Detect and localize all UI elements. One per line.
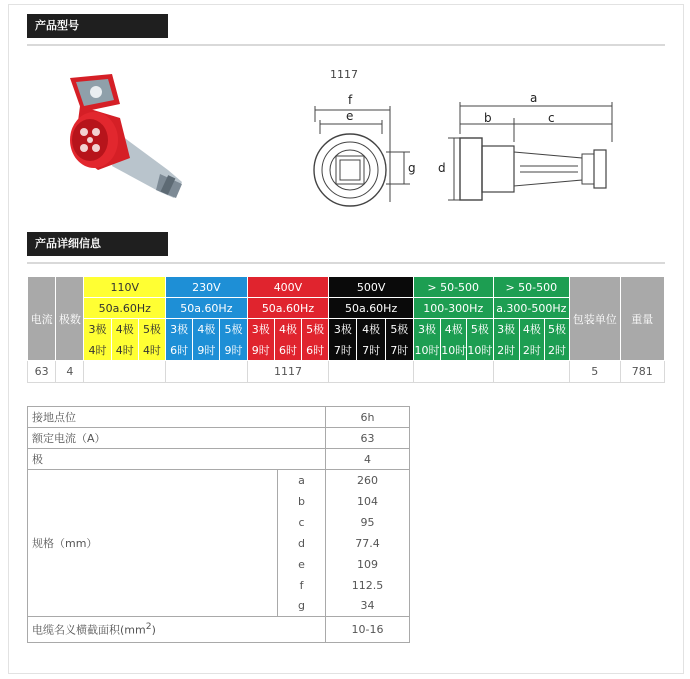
pole-cell bbox=[274, 319, 301, 361]
pole-position: 10时 bbox=[441, 343, 467, 357]
dim-key: c bbox=[278, 512, 326, 533]
dim-value: 95 bbox=[326, 512, 410, 533]
dim-value: 112.5 bbox=[326, 575, 410, 596]
pole-position: 9时 bbox=[197, 343, 216, 357]
dim-value: 260 bbox=[326, 470, 410, 491]
pole-position: 6时 bbox=[306, 343, 325, 357]
pole-position: 7时 bbox=[390, 343, 409, 357]
pole-count: 3极 bbox=[170, 322, 189, 336]
dim-value: 34 bbox=[326, 596, 410, 617]
dim-value: 109 bbox=[326, 554, 410, 575]
row-pack: 5 bbox=[570, 361, 620, 383]
pole-cell bbox=[84, 319, 111, 361]
pole-position: 4时 bbox=[142, 343, 161, 357]
row-weight: 781 bbox=[620, 361, 665, 383]
dim-label-g: g bbox=[408, 161, 416, 175]
header-poles: 极数 bbox=[56, 277, 84, 361]
row-50-500-b bbox=[493, 361, 570, 383]
pole-cell bbox=[467, 319, 493, 361]
dim-label-c: c bbox=[548, 111, 555, 125]
section-header-details bbox=[27, 232, 168, 256]
pole-cell bbox=[247, 319, 274, 361]
dim-label-b: b bbox=[484, 111, 492, 125]
pole-cell bbox=[357, 319, 385, 361]
group-frequency: 50a.60Hz bbox=[247, 298, 329, 319]
cable-label-text: 电缆名义横截面积(mm bbox=[32, 623, 146, 637]
pole-cell bbox=[138, 319, 165, 361]
row-400v-model: 1117 bbox=[247, 361, 329, 383]
pole-position: 2时 bbox=[522, 343, 541, 357]
pole-count: 4极 bbox=[278, 322, 297, 336]
section-title: 产品详细信息 bbox=[35, 237, 101, 250]
pole-label: 极 bbox=[28, 449, 326, 470]
detail-table bbox=[27, 406, 410, 643]
divider bbox=[27, 262, 665, 264]
group-frequency: a.300-500Hz bbox=[493, 298, 570, 319]
pole-count: 4极 bbox=[197, 322, 216, 336]
header-weight: 重量 bbox=[620, 277, 665, 361]
header-pack-unit: 包装单位 bbox=[570, 277, 620, 361]
dimension-diagram bbox=[300, 62, 620, 212]
pole-count: 3极 bbox=[333, 322, 352, 336]
pole-count: 4极 bbox=[444, 322, 463, 336]
row-500v bbox=[329, 361, 414, 383]
product-image bbox=[60, 66, 190, 202]
pole-count: 3极 bbox=[497, 322, 516, 336]
pole-cell bbox=[519, 319, 544, 361]
dim-label-e: e bbox=[346, 109, 354, 123]
pole-count: 3极 bbox=[418, 322, 437, 336]
pole-cell bbox=[441, 319, 467, 361]
pole-position: 10时 bbox=[414, 343, 440, 357]
pole-cell bbox=[385, 319, 413, 361]
dim-key: d bbox=[278, 533, 326, 554]
pole-count: 3极 bbox=[251, 322, 270, 336]
pole-cell bbox=[193, 319, 220, 361]
ground-label: 接地点位 bbox=[28, 407, 326, 428]
section-title: 产品型号 bbox=[35, 19, 79, 32]
pole-position: 4时 bbox=[115, 343, 134, 357]
pole-count: 4极 bbox=[522, 322, 541, 336]
dim-label-a: a bbox=[530, 91, 538, 105]
dim-key: a bbox=[278, 470, 326, 491]
group-frequency: 50a.60Hz bbox=[166, 298, 248, 319]
pole-count: 4极 bbox=[362, 322, 381, 336]
pole-count: 4极 bbox=[115, 322, 134, 336]
rated-current-value: 63 bbox=[326, 428, 410, 449]
cable-section-value: 10-16 bbox=[326, 617, 410, 643]
pole-position: 7时 bbox=[333, 343, 352, 357]
row-current: 63 bbox=[28, 361, 56, 383]
model-number: 1117 bbox=[330, 68, 358, 81]
pole-count: 5极 bbox=[390, 322, 409, 336]
pole-count: 3极 bbox=[88, 322, 107, 336]
row-poles: 4 bbox=[56, 361, 84, 383]
pole-position: 7时 bbox=[362, 343, 381, 357]
spec-table bbox=[27, 276, 665, 383]
pole-position: 9时 bbox=[251, 343, 270, 357]
group-frequency: 50a.60Hz bbox=[329, 298, 414, 319]
pole-position: 6时 bbox=[170, 343, 189, 357]
pole-cell bbox=[413, 319, 440, 361]
pole-cell bbox=[111, 319, 138, 361]
group-voltage: 230V bbox=[166, 277, 248, 298]
pole-position: 2时 bbox=[548, 343, 567, 357]
dim-key: b bbox=[278, 491, 326, 512]
dim-value: 104 bbox=[326, 491, 410, 512]
row-110v bbox=[84, 361, 166, 383]
cable-label-end: ) bbox=[151, 623, 156, 637]
dim-value: 77.4 bbox=[326, 533, 410, 554]
pole-position: 6时 bbox=[278, 343, 297, 357]
pole-cell bbox=[220, 319, 247, 361]
group-voltage: 500V bbox=[329, 277, 414, 298]
pole-cell bbox=[302, 319, 329, 361]
dims-label: 规格（mm） bbox=[28, 470, 278, 617]
row-50-500-a bbox=[413, 361, 493, 383]
group-frequency: 100-300Hz bbox=[413, 298, 493, 319]
dim-key: f bbox=[278, 575, 326, 596]
dim-label-f: f bbox=[348, 93, 353, 107]
pole-cell bbox=[544, 319, 569, 361]
cable-label-sup: 2 bbox=[145, 621, 152, 633]
cable-section-label bbox=[28, 617, 326, 643]
group-voltage: > 50-500 bbox=[413, 277, 493, 298]
group-voltage: > 50-500 bbox=[493, 277, 570, 298]
pole-position: 4时 bbox=[88, 343, 107, 357]
pole-count: 5极 bbox=[470, 322, 489, 336]
pole-cell bbox=[166, 319, 193, 361]
pole-count: 5极 bbox=[224, 322, 243, 336]
pole-cell bbox=[493, 319, 519, 361]
pole-position: 9时 bbox=[224, 343, 243, 357]
group-voltage: 110V bbox=[84, 277, 166, 298]
pole-position: 10时 bbox=[467, 343, 493, 357]
group-voltage: 400V bbox=[247, 277, 329, 298]
pole-count: 5极 bbox=[142, 322, 161, 336]
section-header-model bbox=[27, 14, 168, 38]
dim-key: g bbox=[278, 596, 326, 617]
row-230v bbox=[166, 361, 248, 383]
pole-cell bbox=[329, 319, 357, 361]
ground-value: 6h bbox=[326, 407, 410, 428]
group-frequency: 50a.60Hz bbox=[84, 298, 166, 319]
pole-position: 2时 bbox=[497, 343, 516, 357]
dim-label-d: d bbox=[438, 161, 446, 175]
dim-key: e bbox=[278, 554, 326, 575]
pole-count: 5极 bbox=[548, 322, 567, 336]
divider bbox=[27, 44, 665, 46]
header-current: 电流 bbox=[28, 277, 56, 361]
pole-value: 4 bbox=[326, 449, 410, 470]
rated-current-label: 额定电流（A） bbox=[28, 428, 326, 449]
pole-count: 5极 bbox=[306, 322, 325, 336]
